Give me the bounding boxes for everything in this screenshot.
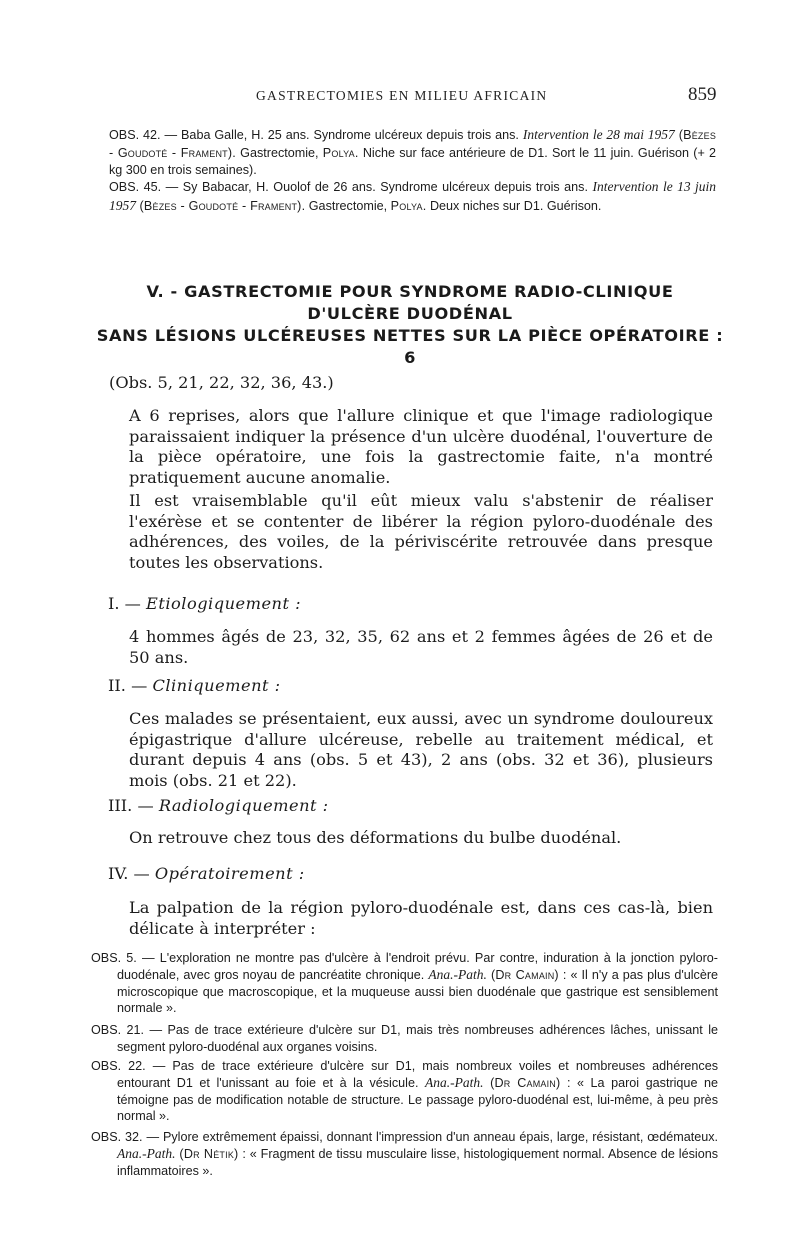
obs-doctor: (Dr Camain) [490,1075,561,1090]
obs-text: Niche sur face [362,145,445,160]
subheading-title: Radiologiquement : [158,796,329,815]
obs-intervention: Intervention [592,179,659,194]
subheading-title: Cliniquement : [152,676,281,695]
obs-intervention: Intervention [522,127,589,142]
obs-anapath: Ana.-Path. [117,1145,176,1161]
observation-22 [91,1058,718,1125]
paragraph-text: La palpation de la région pyloro-duodénale est, dans ces cas-là, bien délicate à interpréter : [129,898,713,938]
obs-text: — Pylore extrêmement épaissi, donnant l'impression d'un anneau épais, large, résistant, œdémateux. [146,1130,719,1144]
obs-label: OBS. 42. [109,128,161,142]
obs-label: OBS. 5. [91,951,137,965]
obs-label: OBS. 32. [91,1130,143,1144]
obs-text: antérieure de D1. Sort le 11 juin. Guérison (+ 2 kg 300 en trois semaines). [109,145,717,177]
paragraph-text: Il est vraisemblable qu'il eût mieux valu s'abstenir de réaliser l'exérèse et se contenter de libérer la région pyloro-duodénale des adhérences, des voiles, de la périviscérite retrouvée dans presque toutes les observations. [129,491,713,572]
paragraph-2 [91,491,713,573]
subheading-radiologie [108,796,329,815]
subheading-number: II. — [108,676,148,695]
obs-label: OBS. 45. [109,180,162,194]
paragraph-3 [91,627,713,668]
obs-label: OBS. 21. [91,1023,145,1037]
obs-text: — Sy Babacar, H. Ouolof de 26 ans. Syndrome ulcéreux depuis trois ans. [165,180,588,194]
observation-45 [91,178,716,215]
obs-date: le 13 juin 1957 [109,179,717,213]
page-number: 859 [688,84,717,105]
obs-text: : « Fragment de tissu musculaire lisse, histologiquement normal. Absence de lésions inflammatoires ». [117,1146,719,1178]
section-heading-line-2: D'ULCÈRE DUODÉNAL [307,304,513,323]
paragraph-text: A 6 reprises, alors que l'allure clinique et que l'image radiologique paraissaient indiquer la présence d'un ulcère duodénal, l'ouverture de la pièce opératoire, une fois la gastrectomie faite, n'a montré pratiquement aucune anomalie. [129,406,713,487]
obs-label: OBS. 22. [91,1059,146,1073]
obs-reference-list: (Obs. 5, 21, 22, 32, 36, 43.) [109,373,334,392]
obs-text: Gastrectomie, [240,145,319,160]
subheading-title: Opératoirement : [154,864,305,883]
obs-authors: (Bèzes - Goudoté - Frament). [109,128,717,160]
obs-anapath: Ana.-Path. [425,1074,484,1090]
subheading-number: IV. — [108,864,150,883]
paragraph-text: On retrouve chez tous des déformations du bulbe duodénal. [129,828,622,847]
paragraph-text: 4 hommes âgés de 23, 32, 35, 62 ans et 2 femmes âgées de 26 et de 50 ans. [129,627,713,667]
obs-text: Gastrectomie, [308,198,388,213]
obs-text: — Pas de trace extérieure d'ulcère sur D1, mais nombreux voiles et nombreuses adhérences entourant D1 et l'unissant au foie et à la vésicule. [117,1059,718,1090]
paragraph-1 [91,406,713,488]
obs-doctor: (Dr Nétik) [179,1146,239,1161]
observation-42 [91,126,716,180]
obs-doctor: (Dr Camain) [490,967,559,982]
obs-anapath: Ana.-Path. [428,966,487,982]
obs-method: Polya. [390,198,427,213]
obs-authors: (Bèzes - Goudoté - Frament). [139,198,306,213]
obs-text: : « La paroi gastrique ne témoigne pas de modification notable de structure. Le passage pyloro-duodénal est, lui-même, à peu près normal ». [117,1075,718,1124]
observation-32 [91,1129,718,1179]
section-heading-line-1: V. - GASTRECTOMIE POUR SYNDROME RADIO-CLINIQUE [146,282,674,301]
obs-text: Deux niches sur D1. Guérison. [429,198,602,213]
obs-text: — L'exploration ne montre pas d'ulcère à l'endroit prévu. Par contre, induration à la jonction pyloro-duodénale, avec gros noyau de pancréatite chronique. [117,951,718,982]
subheading-number: I. — [108,594,141,613]
observation-5 [91,950,718,1017]
subheading-etiologie [108,594,301,613]
obs-date: le 28 mai 1957 [592,127,675,142]
paragraph-text: Ces malades se présentaient, eux aussi, avec un syndrome douloureux épigastrique d'allure ulcéreuse, rebelle au traitement médical, et durant depuis 4 ans (obs. 5 et 43), 2 ans (obs. 32 et 36), plusieurs mois (obs. 21 et 22). [129,709,713,790]
subheading-clinique [108,676,281,695]
subheading-operatoire [108,864,305,883]
paragraph-5 [91,828,713,849]
obs-text: — Baba Galle, H. 25 ans. Syndrome ulcéreux depuis trois ans. [164,128,519,142]
obs-method: Polya. [322,145,359,160]
observation-21 [91,1022,718,1056]
running-title: GASTRECTOMIES EN MILIEU AFRICAIN [256,88,548,103]
subheading-title: Etiologiquement : [146,594,302,613]
paragraph-6 [91,898,713,939]
obs-text: — Pas de trace extérieure d'ulcère sur D1, mais très nombreuses adhérences lâches, unissant le segment pyloro-duodénal aux organes voisins. [117,1023,718,1054]
subheading-number: III. — [108,796,154,815]
section-heading-line-3: SANS LÉSIONS ULCÉREUSES NETTES SUR LA PIÈCE OPÉRATOIRE : 6 [96,326,724,367]
paragraph-4 [91,709,713,791]
obs-text: : « Il n'y a pas plus d'ulcère microscopique que macroscopique, et la muqueuse aussi bien duodénale que gastrique est sensiblement normale ». [117,967,719,1016]
